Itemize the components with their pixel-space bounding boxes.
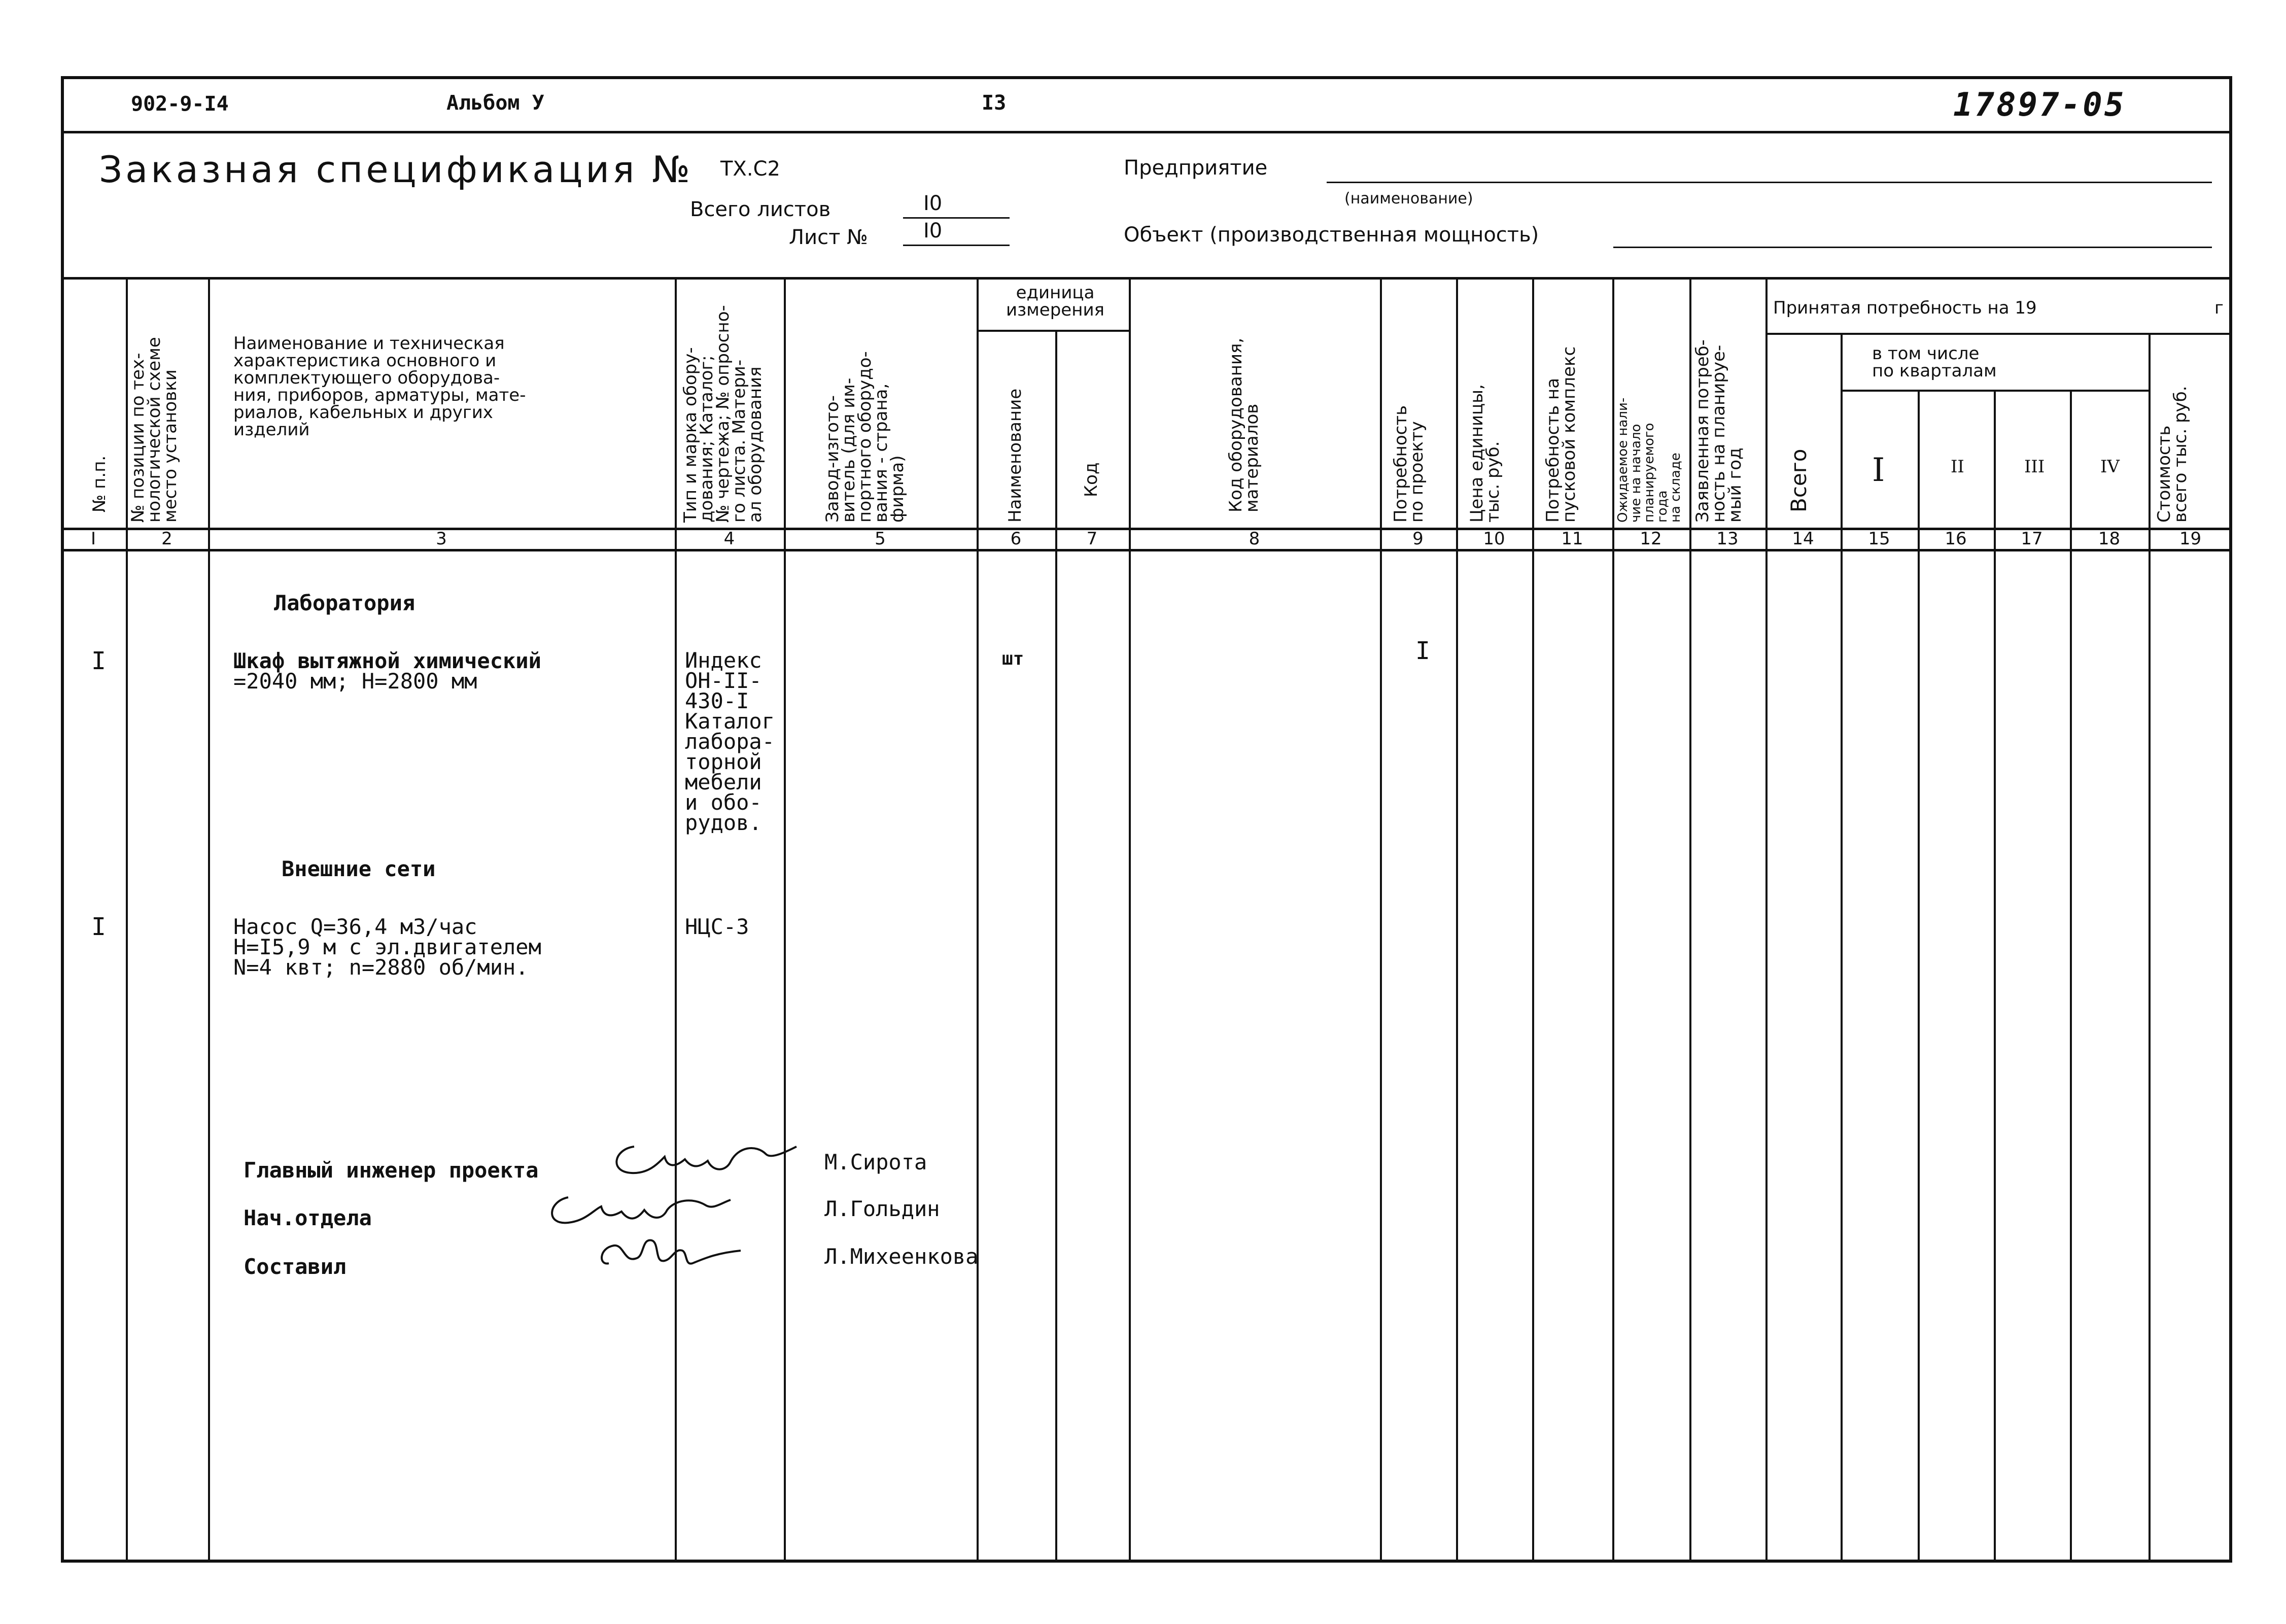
chief-engineer-label: Главный инженер проекта [244, 1158, 539, 1183]
column-number-5: 5 [875, 529, 886, 549]
col-header-13: Заявленная потреб- ность на планируе- мый год [1692, 339, 1745, 523]
col-line-6 [1055, 330, 1057, 1563]
enterprise-hint: (наименование) [1344, 190, 1473, 208]
sheet-value: I0 [923, 219, 943, 243]
object-label: Объект (производственная мощность) [1124, 223, 1539, 247]
sheet-underline [903, 245, 1010, 246]
column-number-15: 15 [1868, 529, 1890, 549]
quarter-4-header: IV [2100, 457, 2120, 477]
col-line-4 [784, 277, 786, 1563]
chief-engineer-signature [604, 1131, 807, 1187]
album-label: Альбом У [446, 91, 544, 115]
col-header-1: № п.п. [89, 455, 110, 512]
column-number-16: 16 [1945, 529, 1967, 549]
col-header-3: Наименование и техническая характеристика основного и комплектующего оборудова- ния, приборов, арматуры, мате- риалов, кабельных и других изделий [233, 333, 526, 440]
column-number-12: 12 [1640, 529, 1662, 549]
spec-number: ТХ.С2 [720, 157, 780, 181]
item2-number: I [91, 913, 106, 941]
col-line-17 [2070, 391, 2072, 1563]
column-number-18: 18 [2098, 529, 2121, 549]
col-header-11: Потребность на пусковой комплекс [1543, 346, 1579, 523]
col-line-7 [1129, 277, 1131, 1563]
column-number-13: 13 [1716, 529, 1739, 549]
item1-type: Индекс ОН-II- 430-I Каталог лабора- торной мебели и обо- рудов. [685, 648, 775, 835]
item2-type: НЦС-3 [685, 914, 749, 939]
column-number-10: 10 [1483, 529, 1505, 549]
table-top-line [61, 277, 2232, 280]
accepted-group-line [1765, 333, 2232, 335]
col-line-11 [1612, 277, 1614, 1563]
col-header-14: Всего [1786, 448, 1811, 512]
col-line-16 [1994, 391, 1996, 1563]
enterprise-underline [1327, 182, 2212, 183]
unit-group-line [977, 330, 1129, 332]
page-number: I3 [982, 91, 1007, 115]
project-code: 902-9-I4 [131, 92, 229, 116]
document-number: 17897-05 [1953, 86, 2126, 124]
col-line-10 [1532, 277, 1534, 1563]
col-header-8: Код оборудования, материалов [1226, 337, 1262, 512]
col-line-13 [1765, 277, 1768, 1563]
enterprise-label: Предприятие [1124, 156, 1268, 180]
header-divider [61, 131, 2232, 133]
section-external-networks: Внешние сети [282, 856, 436, 881]
column-number-19: 19 [2179, 529, 2202, 549]
column-number-6: 6 [1010, 529, 1022, 549]
dept-head-name: Л.Гольдин [824, 1196, 940, 1221]
column-number-bottom-line [61, 549, 2232, 551]
dept-head-label: Нач.отдела [244, 1205, 372, 1230]
col-header-12: Ожидаемое нали- чие на начало планируемого года на складе [1615, 397, 1683, 523]
quarters-group-header: в том числе по кварталам [1872, 343, 1997, 381]
spec-title: Заказная спецификация № [99, 148, 694, 191]
quarter-1-header: I [1872, 452, 1885, 489]
column-number-2: 2 [161, 529, 172, 549]
chief-engineer-name: М.Сирота [824, 1150, 927, 1174]
col-header-9: Потребность по проекту [1391, 405, 1427, 523]
column-number-1: I [90, 529, 96, 549]
column-number-11: 11 [1561, 529, 1583, 549]
col-line-14 [1841, 335, 1843, 1563]
total-sheets-underline [903, 217, 1010, 219]
column-number-3: 3 [436, 529, 447, 549]
compiler-signature [588, 1228, 751, 1279]
object-underline [1613, 247, 2212, 248]
col-line-12 [1689, 277, 1691, 1563]
col-header-4: Тип и марка обору- дования; Каталог; № чертежа; № опросно- го листа. Матери- ал оборудования [680, 305, 766, 523]
quarter-2-header: II [1951, 457, 1964, 477]
column-number-17: 17 [2021, 529, 2043, 549]
total-sheets-label: Всего листов [690, 198, 831, 221]
item1-quantity: I [1415, 637, 1430, 665]
total-sheets-value: I0 [923, 192, 943, 215]
compiler-name: Л.Михеенкова [824, 1244, 979, 1269]
sheet-label: Лист № [789, 226, 868, 249]
item1-name-line1: Шкаф вытяжной химический [233, 648, 541, 673]
column-number-4: 4 [723, 529, 735, 549]
column-number-7: 7 [1086, 529, 1098, 549]
item1-number: I [91, 647, 106, 675]
col-line-2 [208, 277, 210, 1563]
col-line-9 [1456, 277, 1458, 1563]
col-header-6-group: единица измерения [1006, 283, 1105, 320]
col-line-8 [1380, 277, 1382, 1563]
col-header-2: № позиции по тех- нологической схеме место установки [128, 337, 181, 523]
item1-unit: шт [1002, 648, 1024, 669]
column-number-8: 8 [1249, 529, 1260, 549]
quarters-group-line [1841, 390, 2149, 392]
compiler-label: Составил [244, 1254, 347, 1279]
col-line-15 [1918, 391, 1920, 1563]
section-laboratory: Лаборатория [274, 591, 415, 615]
col-line-18 [2149, 335, 2151, 1563]
col-header-5: Завод-изгото- витель (для им- портного оборудо- вания - страна, фирма) [822, 351, 908, 523]
item1-name-line2: =2040 мм; Н=2800 мм [233, 669, 477, 694]
col-header-7: Код [1081, 462, 1101, 497]
col-header-6: Наименование [1005, 388, 1025, 523]
item2-name-line1: Насос Q=36,4 м3/час [233, 914, 477, 939]
item2-name-line2: Н=I5,9 м с эл.двигателем [233, 935, 541, 959]
quarter-3-header: III [2024, 457, 2045, 477]
col-line-3 [675, 277, 677, 1563]
col-header-10: Цена единицы, тыс. руб. [1467, 384, 1503, 523]
col-header-14-group-suffix: г [2214, 298, 2224, 318]
item2-name-line3: N=4 квт; n=2880 об/мин. [233, 955, 529, 980]
col-line-5 [977, 277, 979, 1563]
column-number-14: 14 [1792, 529, 1814, 549]
col-header-19: Стоимость всего тыс. руб. [2154, 386, 2191, 523]
col-header-14-group: Принятая потребность на 19 [1773, 298, 2037, 318]
column-number-9: 9 [1412, 529, 1424, 549]
